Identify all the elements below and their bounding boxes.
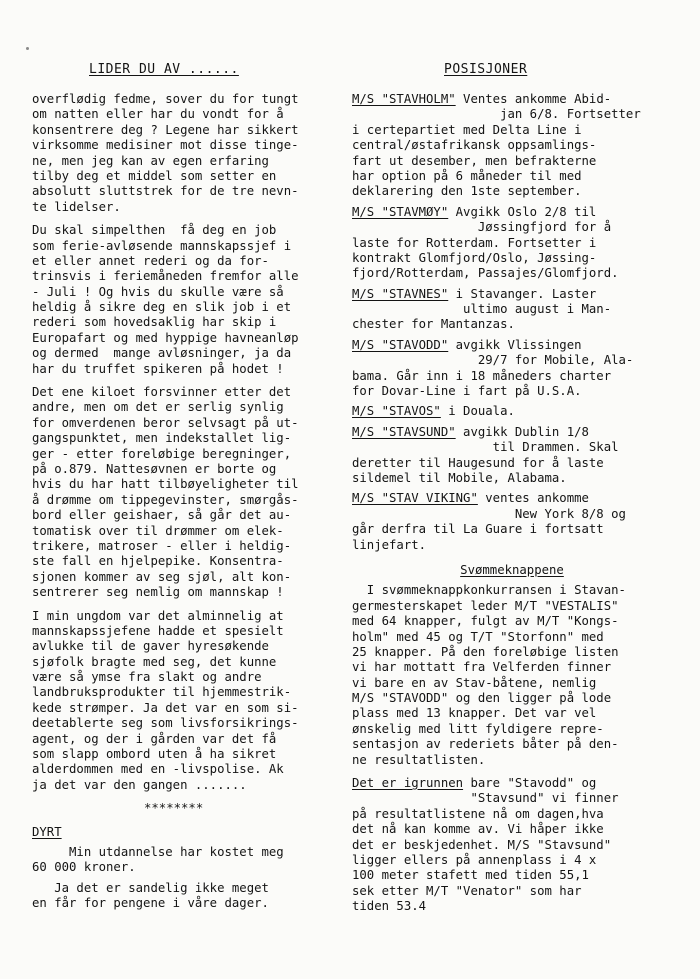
- ship-entry: [352, 338, 672, 400]
- ship-status: avgikk Dublin 1/8: [455, 424, 589, 439]
- ship-name: M/S "STAVODD": [352, 337, 449, 352]
- text-line: I min ungdom var det alminnelig at: [32, 608, 284, 623]
- text-line: sjøfolk bragte med seg, det kunne: [32, 654, 277, 669]
- spacer: [32, 601, 340, 609]
- text-line: Min utdannelse har kostet meg: [32, 844, 284, 859]
- text-line: ne, men jeg kan av egen erfaring: [32, 153, 269, 168]
- text-line: gangspunktet, men indekstallet lig-: [32, 431, 292, 446]
- ship-first-line: [352, 92, 672, 107]
- text-line: ste fall en hjelpepike. Konsentra-: [32, 554, 284, 569]
- text-line: Jøssingfjord for å: [352, 220, 612, 235]
- text-line: vi bare en av Stav-båtene, nemlig: [352, 675, 597, 690]
- text-line: en får for pengene i våre dager.: [32, 896, 269, 911]
- spacer: [32, 912, 340, 917]
- text-line: Det ene kiloet forsvinner etter det: [32, 385, 292, 400]
- text-line: trinsvis i feriemåneden fremfor alle: [32, 269, 299, 284]
- text-line: sildemel til Mobile, Alabama.: [352, 470, 567, 485]
- ship-name: M/S "STAVSUND": [352, 424, 456, 439]
- ship-first-line: [352, 205, 672, 220]
- closing-first-line: [352, 776, 672, 791]
- paragraph: [352, 583, 672, 768]
- paragraph: [32, 385, 340, 600]
- swim-heading-text: Svømmeknappene: [460, 562, 564, 577]
- text-line: deretter til Haugesund for å laste: [352, 455, 604, 470]
- text-line: ger - etter foreløbige beregninger,: [32, 446, 292, 461]
- paragraph: [32, 881, 340, 912]
- right-column: [352, 92, 672, 915]
- text-line: rederi som hovedsaklig har skip i: [32, 315, 277, 330]
- text-line: det er beskjedenhet. M/S "Stavsund": [352, 837, 612, 852]
- text-line: har option på 6 måneder til med: [352, 168, 582, 183]
- text-line: 60 000 kroner.: [32, 860, 136, 875]
- left-heading: LIDER DU AV ......: [89, 62, 239, 77]
- text-line: fart ut desember, men befrakterne: [352, 153, 597, 168]
- closing-lead: Det er igrunnen: [352, 776, 464, 791]
- text-line: avlukke til de gaver hyresøkende: [32, 639, 269, 654]
- text-line: trikere, matroser - eller i heldig-: [32, 538, 292, 553]
- text-line: for omverdenen beror selvsagt på ut-: [32, 415, 299, 430]
- paragraph: [32, 609, 340, 794]
- text-line: deetablerte seg som livsforsikrings-: [32, 716, 299, 731]
- text-line: linjefart.: [352, 537, 427, 552]
- ship-name: M/S "STAVHOLM": [352, 92, 456, 106]
- text-line: bord eller geishaer, så går det au-: [32, 508, 292, 523]
- text-line: New York 8/8 og: [352, 506, 626, 521]
- text-line: andre, men om det er serlig synlig: [32, 400, 284, 415]
- paragraph: [32, 845, 340, 876]
- text-line: vi har mottatt fra Velferden finner: [352, 660, 612, 675]
- text-line: på o.879. Nattesøvnen er borte og: [32, 461, 277, 476]
- text-line: ønskelig med litt fyldigere repre-: [352, 721, 604, 736]
- spacer: [352, 768, 672, 776]
- text-line: alderdommen med en -livspolise. Ak: [32, 762, 284, 777]
- text-line: germesterskapet leder M/T "VESTALIS": [352, 598, 619, 613]
- text-line: ultimo august i Man-: [352, 302, 612, 317]
- text-line: overflødig fedme, sover du for tungt: [32, 92, 299, 106]
- text-line: kontrakt Glomfjord/Oslo, Jøssing-: [352, 250, 597, 265]
- text-line: om natten eller har du vondt for å: [32, 107, 284, 122]
- text-line: å drømme om tippegevinster, smørgås-: [32, 492, 299, 507]
- ship-first-line: [352, 338, 672, 353]
- text-line: 25 knapper. På den foreløbige listen: [352, 644, 619, 659]
- text-line: som ferie-avløsende mannskapssjef i: [32, 238, 292, 253]
- text-line: deklarering den 1ste september.: [352, 184, 582, 199]
- text-line: - Juli ! Og hvis du skulle være så: [32, 284, 284, 299]
- ship-status: Avgikk Oslo 2/8 til: [448, 204, 597, 219]
- text-line: sjonen kommer av seg sjøl, alt kon-: [32, 569, 292, 584]
- ship-entry: [352, 404, 672, 419]
- ship-status: ventes ankomme: [477, 491, 589, 506]
- text-line: laste for Rotterdam. Fortsetter i: [352, 235, 597, 250]
- text-line: det nå kan komme av. Vi håper ikke: [352, 822, 604, 837]
- text-line: virksomme medisiner mot disse tinge-: [32, 138, 299, 153]
- text-line: "Stavsund" vi finner: [352, 791, 619, 806]
- text-line: et eller annet rederi og da for-: [32, 253, 269, 268]
- text-line: ne resultatlisten.: [352, 752, 486, 767]
- spacer: [32, 215, 340, 223]
- text-line: Ja det er sandelig ikke meget: [32, 880, 269, 895]
- text-line: sentasjon av rederiets båter på den-: [352, 737, 619, 752]
- ship-status: avgikk Vlissingen: [448, 337, 582, 352]
- text-line: fjord/Rotterdam, Passajes/Glomfjord.: [352, 266, 619, 281]
- text-line: være så ymse fra slakt og andre: [32, 670, 262, 685]
- ship-name: M/S "STAVOS": [352, 404, 441, 419]
- text-line: 29/7 for Mobile, Ala-: [352, 353, 634, 368]
- ship-entry: [352, 287, 672, 333]
- text-line: te lidelser.: [32, 199, 121, 214]
- text-line: mannskapssjefene hadde et spesielt: [32, 623, 284, 638]
- text-line: har du truffet spikeren på hodet !: [32, 361, 284, 376]
- paragraph: [32, 92, 340, 215]
- text-line: sek etter M/T "Venator" som har: [352, 883, 582, 898]
- text-line: landbruksprodukter til hjemmestrik-: [32, 685, 292, 700]
- separator: ********: [144, 801, 204, 816]
- ship-entry: [352, 425, 672, 487]
- ship-name: M/S "STAVNES": [352, 286, 449, 301]
- text-line: ja det var den gangen .......: [32, 777, 247, 792]
- closing-paragraph: [352, 776, 672, 915]
- text-line: på resultatlistene nå om dagen,hva: [352, 806, 604, 821]
- ship-status: i Douala.: [440, 404, 515, 419]
- text-line: hvis du har hatt tilbøyeligheter til: [32, 477, 299, 492]
- text-line: for Dovar-Line i fart på U.S.A.: [352, 384, 582, 399]
- ship-status: i Stavanger. Laster: [448, 286, 597, 301]
- ship-entry: [352, 92, 672, 200]
- text-line: 100 meter stafett med tiden 55,1: [352, 868, 589, 883]
- text-line: tiden 53.4: [352, 899, 427, 914]
- text-line: Du skal simpelthen få deg en job: [32, 223, 277, 238]
- ship-first-line: [352, 425, 672, 440]
- text-line: agent, og der i gården var det få: [32, 731, 277, 746]
- text-line: med 64 knapper, fulgt av M/T "Kongs-: [352, 614, 619, 629]
- text-line: M/S "STAVODD" og den ligger på lode: [352, 691, 612, 706]
- right-heading: POSISJONER: [444, 62, 528, 77]
- text-line: i certepartiet med Delta Line i: [352, 122, 582, 137]
- text-line: central/østafrikansk oppsamlings-: [352, 138, 597, 153]
- text-line: tomatisk over til drømmer om elek-: [32, 523, 284, 538]
- text-line: og dermed mange avløsninger, ja da: [32, 346, 292, 361]
- text-line: heldig å sikre deg en slik job i et: [32, 300, 292, 315]
- left-column: [32, 92, 340, 917]
- ship-first-line: [352, 404, 672, 419]
- spacer: [32, 817, 340, 825]
- text-line: sentrerer seg nemlig om mannskap !: [32, 585, 284, 600]
- dyrt-heading: [32, 825, 340, 840]
- text-line: kede strømper. Ja det var en som si-: [32, 700, 299, 715]
- ship-name: M/S "STAVMØY": [352, 204, 449, 219]
- spacer: [32, 793, 340, 801]
- text-line: chester for Mantanzas.: [352, 317, 515, 332]
- text-line: Europafart og med hyppige havneanløp: [32, 330, 299, 345]
- closing-first: bare "Stavodd" og: [463, 776, 597, 791]
- text-line: konsentrere deg ? Legene har sikkert: [32, 122, 299, 137]
- ship-status: Ventes ankomme Abid-: [455, 92, 612, 106]
- text-line: som slapp ombord uten å ha sikret: [32, 747, 277, 762]
- text-line: går derfra til La Guare i fortsatt: [352, 522, 604, 537]
- text-line: holm" med 45 og T/T "Storfonn" med: [352, 629, 604, 644]
- paragraph: [32, 223, 340, 377]
- ship-entry: [352, 205, 672, 282]
- ship-entry: [352, 491, 672, 553]
- ship-first-line: [352, 491, 672, 506]
- text-line: plass med 13 knapper. Det var vel: [352, 706, 597, 721]
- text-line: ligger ellers på annenplass i 4 x: [352, 852, 597, 867]
- text-line: jan 6/8. Fortsetter: [352, 107, 641, 122]
- dyrt-heading-text: DYRT: [32, 824, 62, 839]
- spacer: [32, 377, 340, 385]
- text-line: I svømmeknappkonkurransen i Stavan-: [352, 583, 626, 598]
- text-line: bama. Går inn i 18 måneders charter: [352, 368, 612, 383]
- text-line: tilby deg et middel som setter en: [32, 168, 277, 183]
- margin-mark: [26, 47, 29, 50]
- swim-heading: [352, 563, 672, 578]
- text-line: absolutt sluttstrek for de tre nevn-: [32, 184, 299, 199]
- ship-first-line: [352, 287, 672, 302]
- ship-name: M/S "STAV VIKING": [352, 491, 478, 506]
- text-line: til Drammen. Skal: [352, 440, 619, 455]
